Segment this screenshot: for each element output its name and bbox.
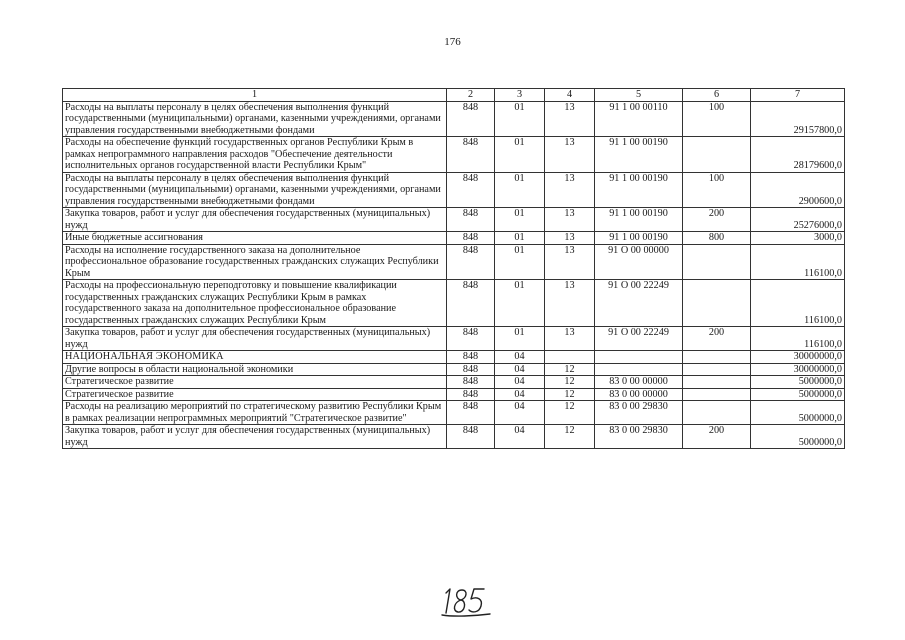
row-expense-type-code: 200 xyxy=(683,208,751,232)
row-subsection-code: 13 xyxy=(545,244,595,280)
row-expense-type-code xyxy=(683,401,751,425)
row-name: Другие вопросы в области национальной экономики xyxy=(63,363,447,376)
row-amount: 30000000,0 xyxy=(751,351,845,364)
row-name: Закупка товаров, работ и услуг для обеспечения государственных (муниципальных) нужд xyxy=(63,208,447,232)
table-row xyxy=(63,351,845,364)
row-section-code: 01 xyxy=(495,280,545,327)
row-target-article-code: 83 0 00 00000 xyxy=(595,388,683,401)
row-target-article-code: 91 О 00 00000 xyxy=(595,244,683,280)
table-row xyxy=(63,401,845,425)
row-subsection-code xyxy=(545,351,595,364)
column-number-3: 3 xyxy=(495,89,545,102)
row-amount: 3000,0 xyxy=(751,232,845,245)
row-expense-type-code xyxy=(683,351,751,364)
column-number-7: 7 xyxy=(751,89,845,102)
row-expense-type-code xyxy=(683,376,751,389)
table-row xyxy=(63,208,845,232)
row-target-article-code: 83 0 00 29830 xyxy=(595,401,683,425)
column-number-2: 2 xyxy=(447,89,495,102)
table-row xyxy=(63,232,845,245)
row-amount: 28179600,0 xyxy=(751,137,845,173)
row-section-code: 01 xyxy=(495,327,545,351)
row-amount: 116100,0 xyxy=(751,280,845,327)
row-expense-type-code xyxy=(683,244,751,280)
row-name: Расходы на реализацию мероприятий по стратегическому развитию Республики Крым в рамках реализации непрограммных мероприятий "Стратегическое развитие" xyxy=(63,401,447,425)
row-subsection-code: 12 xyxy=(545,388,595,401)
row-grbs-code: 848 xyxy=(447,351,495,364)
row-target-article-code: 91 1 00 00190 xyxy=(595,232,683,245)
row-name: НАЦИОНАЛЬНАЯ ЭКОНОМИКА xyxy=(63,351,447,364)
row-grbs-code: 848 xyxy=(447,101,495,137)
budget-table xyxy=(62,88,845,449)
row-grbs-code: 848 xyxy=(447,137,495,173)
row-name: Расходы на обеспечение функций государственных органов Республики Крым в рамках непрограммного направления расходов "Обеспечение деятельности исполнительных органов государственной власти Республики Крым" xyxy=(63,137,447,173)
row-grbs-code: 848 xyxy=(447,425,495,449)
row-subsection-code: 13 xyxy=(545,101,595,137)
row-section-code: 04 xyxy=(495,388,545,401)
row-grbs-code: 848 xyxy=(447,376,495,389)
row-grbs-code: 848 xyxy=(447,172,495,208)
row-expense-type-code: 100 xyxy=(683,101,751,137)
table-row xyxy=(63,244,845,280)
row-name: Закупка товаров, работ и услуг для обеспечения государственных (муниципальных) нужд xyxy=(63,425,447,449)
row-subsection-code: 12 xyxy=(545,401,595,425)
row-amount: 25276000,0 xyxy=(751,208,845,232)
table-row xyxy=(63,425,845,449)
table-row xyxy=(63,101,845,137)
row-subsection-code: 12 xyxy=(545,425,595,449)
row-amount: 29157800,0 xyxy=(751,101,845,137)
row-grbs-code: 848 xyxy=(447,280,495,327)
row-amount: 2900600,0 xyxy=(751,172,845,208)
row-section-code: 04 xyxy=(495,363,545,376)
row-section-code: 04 xyxy=(495,401,545,425)
row-expense-type-code xyxy=(683,280,751,327)
row-target-article-code xyxy=(595,363,683,376)
row-subsection-code: 13 xyxy=(545,172,595,208)
row-amount: 5000000,0 xyxy=(751,401,845,425)
row-name: Расходы на профессиональную переподготовку и повышение квалификации государственных гражданских служащих Республики Крым в рамках государственного заказа на дополнительное профессиональное образование государственных гражданских служащих Республики Крым xyxy=(63,280,447,327)
page-number: 176 xyxy=(444,36,461,48)
row-name: Расходы на выплаты персоналу в целях обеспечения выполнения функций государственными (муниципальными) органами, казенными учреждениями, органами управления государственными внебюджетными фондами xyxy=(63,172,447,208)
table-row xyxy=(63,376,845,389)
row-subsection-code: 12 xyxy=(545,376,595,389)
row-name: Стратегическое развитие xyxy=(63,388,447,401)
row-grbs-code: 848 xyxy=(447,401,495,425)
row-section-code: 01 xyxy=(495,208,545,232)
row-section-code: 01 xyxy=(495,101,545,137)
row-name: Иные бюджетные ассигнования xyxy=(63,232,447,245)
row-target-article-code: 91 1 00 00190 xyxy=(595,137,683,173)
row-expense-type-code xyxy=(683,363,751,376)
row-expense-type-code: 100 xyxy=(683,172,751,208)
row-subsection-code: 13 xyxy=(545,208,595,232)
row-target-article-code: 83 0 00 00000 xyxy=(595,376,683,389)
row-grbs-code: 848 xyxy=(447,363,495,376)
row-subsection-code: 13 xyxy=(545,280,595,327)
row-amount: 5000000,0 xyxy=(751,388,845,401)
row-target-article-code: 91 О 00 22249 xyxy=(595,327,683,351)
row-grbs-code: 848 xyxy=(447,388,495,401)
row-amount: 116100,0 xyxy=(751,327,845,351)
table-row xyxy=(63,327,845,351)
table-row xyxy=(63,363,845,376)
row-target-article-code: 91 1 00 00110 xyxy=(595,101,683,137)
row-subsection-code: 12 xyxy=(545,363,595,376)
row-expense-type-code: 800 xyxy=(683,232,751,245)
row-section-code: 04 xyxy=(495,351,545,364)
row-subsection-code: 13 xyxy=(545,232,595,245)
column-number-1: 1 xyxy=(63,89,447,102)
row-name: Закупка товаров, работ и услуг для обеспечения государственных (муниципальных) нужд xyxy=(63,327,447,351)
column-number-6: 6 xyxy=(683,89,751,102)
table-row xyxy=(63,280,845,327)
table-row xyxy=(63,388,845,401)
handwritten-page-number xyxy=(440,584,492,618)
row-expense-type-code: 200 xyxy=(683,425,751,449)
row-section-code: 01 xyxy=(495,244,545,280)
row-expense-type-code xyxy=(683,137,751,173)
row-grbs-code: 848 xyxy=(447,208,495,232)
row-expense-type-code: 200 xyxy=(683,327,751,351)
row-amount: 5000000,0 xyxy=(751,425,845,449)
row-grbs-code: 848 xyxy=(447,232,495,245)
row-subsection-code: 13 xyxy=(545,327,595,351)
column-number-row xyxy=(63,89,845,102)
row-target-article-code: 91 О 00 22249 xyxy=(595,280,683,327)
row-expense-type-code xyxy=(683,388,751,401)
row-target-article-code xyxy=(595,351,683,364)
row-section-code: 04 xyxy=(495,376,545,389)
row-section-code: 04 xyxy=(495,425,545,449)
row-section-code: 01 xyxy=(495,172,545,208)
row-name: Стратегическое развитие xyxy=(63,376,447,389)
row-grbs-code: 848 xyxy=(447,244,495,280)
table-row xyxy=(63,137,845,173)
row-section-code: 01 xyxy=(495,137,545,173)
row-subsection-code: 13 xyxy=(545,137,595,173)
row-target-article-code: 91 1 00 00190 xyxy=(595,208,683,232)
row-grbs-code: 848 xyxy=(447,327,495,351)
column-number-4: 4 xyxy=(545,89,595,102)
row-name: Расходы на исполнение государственного заказа на дополнительное профессиональное образование государственных гражданских служащих Республики Крым xyxy=(63,244,447,280)
row-amount: 5000000,0 xyxy=(751,376,845,389)
row-section-code: 01 xyxy=(495,232,545,245)
row-name: Расходы на выплаты персоналу в целях обеспечения выполнения функций государственными (муниципальными) органами, казенными учреждениями, органами управления государственными внебюджетными фондами xyxy=(63,101,447,137)
column-number-5: 5 xyxy=(595,89,683,102)
row-target-article-code: 83 0 00 29830 xyxy=(595,425,683,449)
table-row xyxy=(63,172,845,208)
row-amount: 30000000,0 xyxy=(751,363,845,376)
row-target-article-code: 91 1 00 00190 xyxy=(595,172,683,208)
row-amount: 116100,0 xyxy=(751,244,845,280)
